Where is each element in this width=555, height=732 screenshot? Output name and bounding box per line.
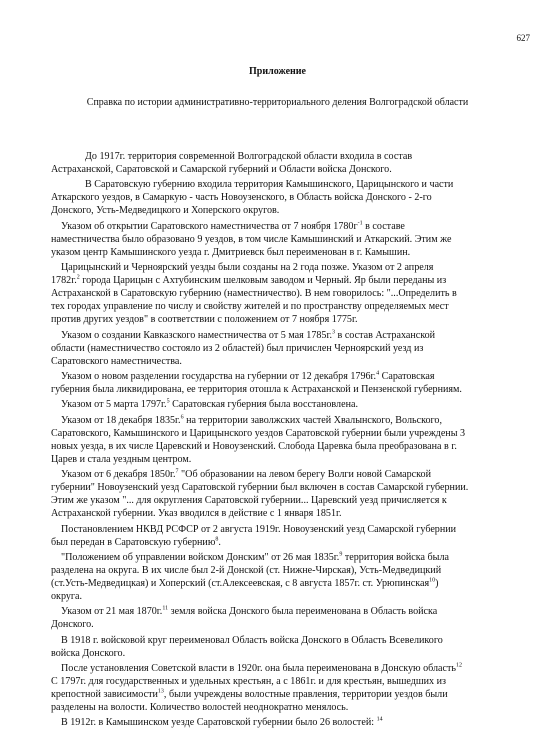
footnote-reference: 6 <box>180 414 184 421</box>
document-subtitle: Справка по истории административно-территориального деления Волгоградской области <box>86 97 469 108</box>
text-line: В 1912г. в Камышинском уезде Саратовской губернии было 26 волостей: $^{14}$ <box>61 717 383 729</box>
text-line: губерния была ликвидирована, ее территория отошла к Астраханской и Пензенской губерниям. <box>51 383 462 395</box>
paragraph <box>51 398 521 411</box>
footnote-reference: 11 <box>162 605 169 612</box>
footnote-reference: 10 <box>429 577 436 584</box>
footnote-reference: 7 <box>175 468 179 475</box>
text-line: наместничества было образовано 9 уездов, в том числе Камышинский и Аткарский. Этим же <box>51 233 452 245</box>
paragraph <box>51 634 521 660</box>
text-line: был передан в Саратовскую губернию$^8$. <box>51 536 221 548</box>
text-line: "Положением об управлении войском Донским" от 26 мая 1835г.$^9$ территория войска была <box>61 551 449 563</box>
text-line: Астраханской губернии. Указ вводился в действие с 1 января 1851г. <box>51 508 342 520</box>
text-line: Указом от 6 декабря 1850г.$^7$ "Об образовании на левом берегу Волги новой Самарской <box>61 468 431 481</box>
text-line: (ст.Усть-Медведицкая) и Хоперский (ст.Алексеевская, с 8 августа 1857г. ст. Урюпинская$^{10}$) <box>51 577 439 589</box>
paragraph <box>51 662 521 714</box>
text-line: Донского, Усть-Медведицкого и Хоперского округов. <box>51 205 280 217</box>
paragraph <box>51 329 521 368</box>
text-line: 1782г.$^2$ города Царицын с Ахтубинским шелковым заводом и Черный. Яр были переданы из <box>51 274 447 287</box>
text-line: Астраханской в Саратовскую губернию (наместничество). В нем говорилось: "...Определить в <box>51 288 457 300</box>
footnote-reference: 12 <box>456 662 463 669</box>
footnote-reference: 3 <box>332 329 335 336</box>
footnote-reference: 9 <box>339 551 343 558</box>
text-line: Указом о создании Кавказского наместничества от 5 мая 1785г.$^3$ в состав Астраханской <box>61 329 436 341</box>
paragraph <box>51 220 521 259</box>
text-line: В Саратовскую губернию входила территория Камышинского, Царицынского и части <box>85 179 454 191</box>
text-line: Царицынский и Черноярский уезды были созданы на 2 года позже. Указом от 2 апреля <box>61 262 434 274</box>
text-line: разделены на волости. Количество волостей неоднократно менялось. <box>51 702 349 714</box>
text-line: области (наместничество состояло из 2 областей) был причислен Черноярский уезд из <box>51 342 424 354</box>
text-line: Постановлением НКВД РСФСР от 2 августа 1919г. Новоузенский уезд Самарской губернии <box>61 523 457 535</box>
paragraph <box>51 523 521 549</box>
footnote-reference: 14 <box>376 717 383 724</box>
body-text <box>51 150 521 732</box>
paragraph <box>51 150 521 176</box>
paragraph <box>51 551 521 603</box>
paragraph <box>51 468 521 520</box>
paragraph <box>51 716 521 729</box>
paragraph <box>51 370 521 396</box>
text-line: Указом от 21 мая 1870г.$^{11}$ земля войска Донского была переименована в Область войска <box>61 605 438 618</box>
text-line: В 1918 г. войсковой круг переименовал Область войска Донского в Область Всевеликого <box>61 634 443 646</box>
text-line: После установления Советской власти в 1920г. она была переименована в Донскую область$^{12}$ <box>61 662 463 675</box>
text-line: указом центр Камышинского уезда г. Дмитриевск был переименован в г. Камышин. <box>51 246 411 258</box>
text-line: Указом от 18 декабря 1835г.$^6$ на территории заволжских частей Хвалынского, Вольского, <box>61 414 442 426</box>
footnote-reference: 2 <box>76 274 80 281</box>
appendix-title: Приложение <box>249 66 306 77</box>
paragraph <box>51 414 521 466</box>
text-line: Астраханской, Саратовской и Самарской губерний и Области войска Донского. <box>51 164 392 175</box>
footnote-reference: -1 <box>357 220 363 227</box>
text-line: С 1797г. для государственных и удельных крестьян, а с 1861г. и для крестьян, вышедших из <box>51 676 446 688</box>
paragraph <box>51 261 521 326</box>
text-line: новых уезда, в их числе Царевский и Новоузенский. Слобода Царевка была преобразована в г. <box>51 440 457 452</box>
text-line: Саратовского, Камышинского и Царицынского уездов Саратовской губернии были учреждены 3 <box>51 427 466 439</box>
text-line: тех городах управление по числу и свойству жителей и по пространству определяемых мест <box>51 301 449 313</box>
text-line: Указом об открытии Саратовского наместничества от 7 ноября $1780г^{-1}$ в составе <box>61 220 405 232</box>
text-line: Донского. <box>51 619 94 631</box>
text-line: Царев и стала уездным центром. <box>51 453 192 465</box>
text-line: крепостной зависимости$^{13}$, были учреждены волостные правления, территории уездов были <box>51 688 448 701</box>
paragraph <box>51 178 521 217</box>
footnote-reference: 4 <box>376 370 380 377</box>
text-line: Этим же указом "... для округления Саратовской губернии... Царевский уезд причисляется к <box>51 495 447 507</box>
text-line: губернии" Новоузенский уезд Саратовской губернии был включен в состав Самарской губернии. <box>51 482 469 494</box>
page-number: 627 <box>516 33 530 43</box>
text-line: До 1917г. территория современной Волгоградской области входила в состав <box>85 151 413 162</box>
text-line: Указом от 5 марта 1797г.$^5$ Саратовская губерния была восстановлена. <box>61 398 358 411</box>
text-line: Указом о новом разделении государства на губернии от 12 декабря 1796г.$^4$ Саратовская <box>61 370 435 382</box>
text-line: округа. <box>51 590 83 602</box>
footnote-reference: 5 <box>166 398 170 405</box>
text-line: войска Донского. <box>51 647 126 659</box>
text-line: Аткарского уездов, в Самаркую - часть Новоузенского, в Область войска Донского - 2-го <box>51 192 432 204</box>
text-line: против других уездов" в соответствии с положением от 7 ноября 1775г. <box>51 314 358 326</box>
footnote-reference: 8 <box>215 536 219 543</box>
footnote-reference: 13 <box>157 688 164 695</box>
text-line: Саратовского наместничества. <box>51 355 182 367</box>
paragraph <box>51 605 521 631</box>
text-line: разделена на округа. В их числе был 2-й Донской (ст. Нижне-Чирская), Усть-Медведицкий <box>51 564 442 576</box>
